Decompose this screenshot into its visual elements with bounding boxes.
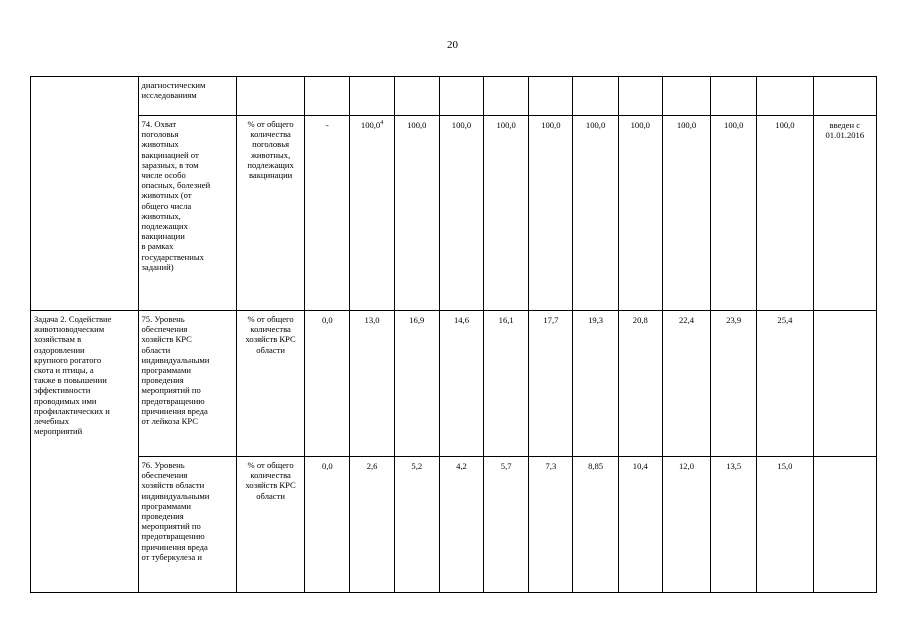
value-cell bbox=[484, 77, 529, 116]
value-text: 100,0 bbox=[360, 120, 381, 130]
value-cell bbox=[305, 77, 350, 116]
value-cell bbox=[711, 77, 757, 116]
table-row bbox=[31, 77, 877, 116]
value-cell bbox=[618, 77, 662, 116]
value-cell bbox=[529, 77, 573, 116]
value-cell: 20,8 bbox=[618, 311, 662, 457]
table-row bbox=[31, 311, 877, 457]
value-cell: 16,1 bbox=[484, 311, 529, 457]
table-row bbox=[31, 116, 877, 311]
value-cell: 100,0 bbox=[394, 116, 439, 311]
value-cell: 100,0 bbox=[618, 116, 662, 311]
note-cell: введен с 01.01.2016 bbox=[813, 116, 876, 311]
value-cell: 100,0 bbox=[439, 116, 483, 311]
value-cell: 100,0 bbox=[529, 116, 573, 311]
table-row bbox=[31, 457, 877, 593]
value-cell: 0,0 bbox=[305, 311, 350, 457]
task-cell: Задача 2. Содействие животноводческим хозяйствам в оздоровлении крупного рогатого скота и птицы, а также в повышении эффективности проводимых ими профилактических и лечебных мероприятий bbox=[31, 311, 139, 593]
value-cell: 12,0 bbox=[662, 457, 710, 593]
value-cell: 100,0 bbox=[662, 116, 710, 311]
indicators-table bbox=[30, 76, 877, 593]
value-cell: 7,3 bbox=[529, 457, 573, 593]
note-cell bbox=[813, 77, 876, 116]
unit-cell: % от общего количества поголовья животных, подлежащих вакцинации bbox=[236, 116, 304, 311]
value-cell: 2,6 bbox=[350, 457, 394, 593]
indicator-cell: 75. Уровень обеспечения хозяйств КРС области индивидуальными программами проведения мероприятий по предотвращению причинения вреда от лейкоза КРС bbox=[138, 311, 236, 457]
value-cell: 5,7 bbox=[484, 457, 529, 593]
footnote-mark: 4 bbox=[380, 120, 384, 127]
value-cell: 14,6 bbox=[439, 311, 483, 457]
unit-cell bbox=[236, 77, 304, 116]
value-cell: 22,4 bbox=[662, 311, 710, 457]
value-cell: 13,0 bbox=[350, 311, 394, 457]
value-cell: 8,85 bbox=[573, 457, 618, 593]
value-cell: 5,2 bbox=[394, 457, 439, 593]
value-cell bbox=[350, 77, 394, 116]
value-cell bbox=[662, 77, 710, 116]
value-cell: 17,7 bbox=[529, 311, 573, 457]
note-cell bbox=[813, 457, 876, 593]
task-cell bbox=[31, 77, 139, 311]
value-cell: 25,4 bbox=[757, 311, 813, 457]
value-cell: 0,0 bbox=[305, 457, 350, 593]
page-number: 20 bbox=[447, 39, 458, 51]
note-cell bbox=[813, 311, 876, 457]
value-cell: 4,2 bbox=[439, 457, 483, 593]
value-cell: 100,0 bbox=[711, 116, 757, 311]
value-cell: 100,0 bbox=[484, 116, 529, 311]
indicator-cell: 74. Охват поголовья животных вакцинацией от заразных, в том числе особо опасных, болезней животных (от общего числа животных, подлежащих вакцинации в рамках государственных заданий) bbox=[138, 116, 236, 311]
value-cell: 10,4 bbox=[618, 457, 662, 593]
value-cell: 100,0 bbox=[757, 116, 813, 311]
indicator-cell: диагностическим исследованиям bbox=[138, 77, 236, 116]
value-cell bbox=[394, 77, 439, 116]
value-cell: 100,0 bbox=[573, 116, 618, 311]
unit-cell: % от общего количества хозяйств КРС области bbox=[236, 311, 304, 457]
value-cell bbox=[350, 116, 394, 311]
value-cell: 13,5 bbox=[711, 457, 757, 593]
indicator-cell: 76. Уровень обеспечения хозяйств области индивидуальными программами проведения мероприятий по предотвращению причинения вреда от туберкулеза и bbox=[138, 457, 236, 593]
value-cell: 15,0 bbox=[757, 457, 813, 593]
unit-cell: % от общего количества хозяйств КРС области bbox=[236, 457, 304, 593]
value-cell: 23,9 bbox=[711, 311, 757, 457]
value-cell: - bbox=[305, 116, 350, 311]
value-cell bbox=[573, 77, 618, 116]
value-cell: 16,9 bbox=[394, 311, 439, 457]
value-cell: 19,3 bbox=[573, 311, 618, 457]
value-cell bbox=[439, 77, 483, 116]
value-cell bbox=[757, 77, 813, 116]
